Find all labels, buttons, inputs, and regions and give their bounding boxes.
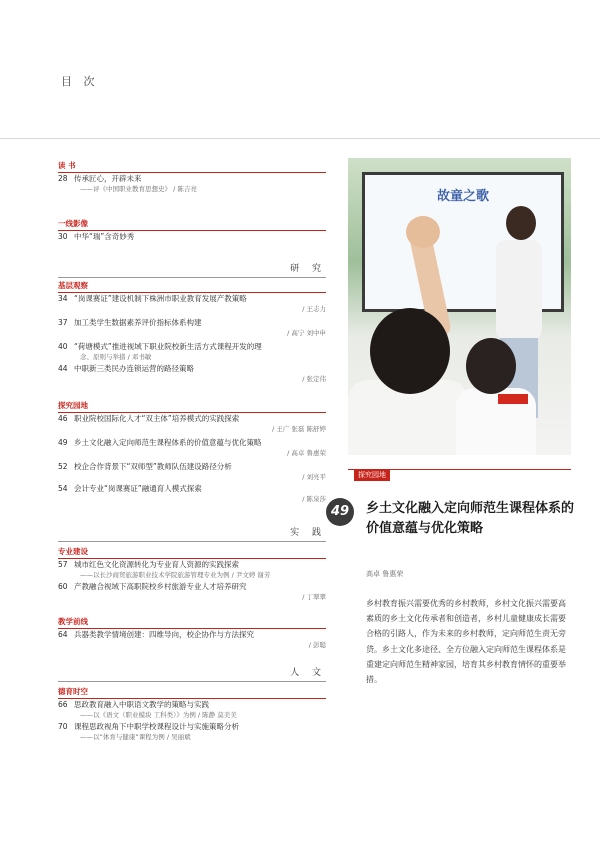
raised-hand	[406, 216, 440, 248]
toc-title: 乡土文化融入定向师范生课程体系的价值意蕴与优化策略	[74, 438, 262, 447]
screen-title: 故童之歌	[436, 189, 489, 204]
toc-section-observe	[58, 280, 326, 385]
toc-title: 传承匠心，开辟未来	[74, 174, 142, 183]
section-label: 探究园地	[58, 400, 326, 413]
section-label: 专业建设	[58, 546, 326, 559]
toc-title: 校企合作背景下“双师型”教师队伍建设路径分析	[74, 462, 232, 471]
toc-subtitle: 念、原则与举措 / 邓书敏	[80, 353, 152, 361]
toc-title: 会计专业“岗课赛证”融通育人模式探索	[74, 484, 202, 493]
category-label: 人 文	[58, 666, 326, 682]
toc-entry[interactable]	[58, 437, 326, 448]
toc-page: 49	[58, 438, 68, 447]
tag-rule	[348, 469, 571, 470]
section-label: 德育时空	[58, 686, 326, 699]
section-label: 一线影像	[58, 218, 326, 231]
article-author: 高卓 鲁惠荣	[366, 570, 404, 578]
toc-entry[interactable]	[58, 483, 326, 494]
toc-page: 46	[58, 414, 68, 423]
toc-page: 64	[58, 630, 68, 639]
toc-section-teaching	[58, 616, 326, 651]
feature-column	[348, 158, 571, 481]
teacher-figure	[496, 240, 542, 340]
toc-entry[interactable]	[58, 629, 326, 640]
toc-subtitle: ——以“体育与健康”课程为例 / 吴丽斌	[80, 733, 191, 741]
toc-page: 34	[58, 294, 68, 303]
toc-section-major	[58, 546, 326, 603]
student-head	[370, 308, 450, 394]
toc-title: “荷塘模式”推进视域下职业院校新生活方式课程开发的理	[74, 342, 262, 351]
toc-title: “岗课赛证”建设机制下株洲市职业教育发展产教策略	[74, 294, 247, 303]
header-rule	[0, 138, 600, 139]
toc-subtitle: ——评《中国职业教育思想史》 / 陈吉亮	[80, 185, 197, 193]
toc-entry[interactable]	[58, 461, 326, 472]
toc-author: / 王志力	[302, 305, 326, 313]
toc-entry[interactable]	[58, 293, 326, 304]
toc-section-frontline	[58, 218, 326, 242]
category-label: 研 究	[58, 262, 326, 278]
toc-page: 52	[58, 462, 68, 471]
toc-author: / 高卓 鲁惠荣	[287, 449, 326, 457]
page-number-badge: 49	[326, 498, 354, 526]
section-label: 教学前线	[58, 616, 326, 629]
teacher-head	[506, 206, 536, 240]
toc-entry[interactable]	[58, 317, 326, 328]
toc-entry[interactable]	[58, 341, 326, 352]
toc-entry[interactable]	[58, 581, 326, 592]
toc-author: / 王广 张磊 陈舒婷	[272, 425, 326, 433]
toc-section-moral	[58, 686, 326, 743]
toc-category-humanities	[58, 666, 326, 682]
toc-entry[interactable]	[58, 721, 326, 732]
toc-author: / 高宁 刘中申	[287, 329, 326, 337]
toc-title: 兵器类教学情境创建：四维导向，校企协作与方法探究	[74, 630, 254, 639]
toc-entry[interactable]	[58, 363, 326, 374]
toc-title: 思政教育融入中职语文教学的策略与实践	[74, 700, 209, 709]
toc-page: 40	[58, 342, 68, 351]
article-abstract: 乡村教育振兴需要优秀的乡村教师，乡村文化振兴需要高素质的乡土文化传承者和创造者，乡村儿童健康成长需要合格的引路人，作为未来的乡村教师，定向师范生责无旁贷。乡土文化多途径、全方位融入定向师范生课程体系是重建定向师范生精神家园，培育其乡村教育情怀的重要举措。	[366, 599, 566, 685]
toc-entry[interactable]	[58, 173, 326, 184]
toc-page: 28	[58, 174, 68, 183]
section-label: 读 书	[58, 160, 326, 173]
toc-page: 54	[58, 484, 68, 493]
classroom-photo	[348, 158, 571, 455]
toc-entry[interactable]	[58, 559, 326, 570]
toc-author: / 陈泉莎	[302, 495, 326, 503]
toc-title: 城市红色文化资源转化为专业育人资源的实践探索	[74, 560, 239, 569]
toc-page: 57	[58, 560, 68, 569]
section-tag: 探究园地	[354, 469, 390, 481]
toc-title: 产教融合视域下高职院校乡村旅游专业人才培养研究	[74, 582, 247, 591]
toc-author: / 彭聪	[308, 641, 326, 649]
toc-section-reading	[58, 160, 326, 195]
toc-subtitle: ——以《语文（职业模块 工科类）》为例 / 陈静 莫美美	[80, 711, 237, 719]
toc-page: 37	[58, 318, 68, 327]
toc-section-explore	[58, 400, 326, 505]
toc-header-label: 目 次	[61, 75, 99, 88]
toc-page: 30	[58, 232, 68, 241]
toc-page: 70	[58, 722, 68, 731]
toc-entry[interactable]	[58, 699, 326, 710]
student-head	[466, 338, 516, 394]
toc-title: 加工类学生数据素养评价指标体系构建	[74, 318, 202, 327]
article-title[interactable]: 乡土文化融入定向师范生课程体系的价值意蕴与优化策略	[366, 501, 575, 536]
toc-author: / 丁翠翠	[302, 593, 326, 601]
toc-category-practice	[58, 526, 326, 542]
toc-entry[interactable]	[58, 231, 326, 242]
red-scarf	[498, 394, 528, 404]
toc-page: 66	[58, 700, 68, 709]
category-label: 实 践	[58, 526, 326, 542]
toc-page: 60	[58, 582, 68, 591]
section-label: 基层观察	[58, 280, 326, 293]
toc-title: 中华“瑞”含奇妙秀	[74, 232, 135, 241]
toc-category-research	[58, 262, 326, 278]
toc-author: / 张定伟	[302, 375, 326, 383]
toc-subtitle: ——以长沙商贸旅游职业技术学院旅游管理专业为例 / 尹文婷 谢芳	[80, 571, 271, 579]
toc-title: 课程思政视角下中职学校课程设计与实施策略分析	[74, 722, 239, 731]
toc-author: / 刘亮平	[302, 473, 326, 481]
toc-entry[interactable]	[58, 413, 326, 424]
toc-page: 44	[58, 364, 68, 373]
toc-title: 职业院校国际化人才“双主体”培养模式的实践探索	[74, 414, 240, 423]
toc-title: 中职新三类民办连锁运营的路径策略	[74, 364, 194, 373]
